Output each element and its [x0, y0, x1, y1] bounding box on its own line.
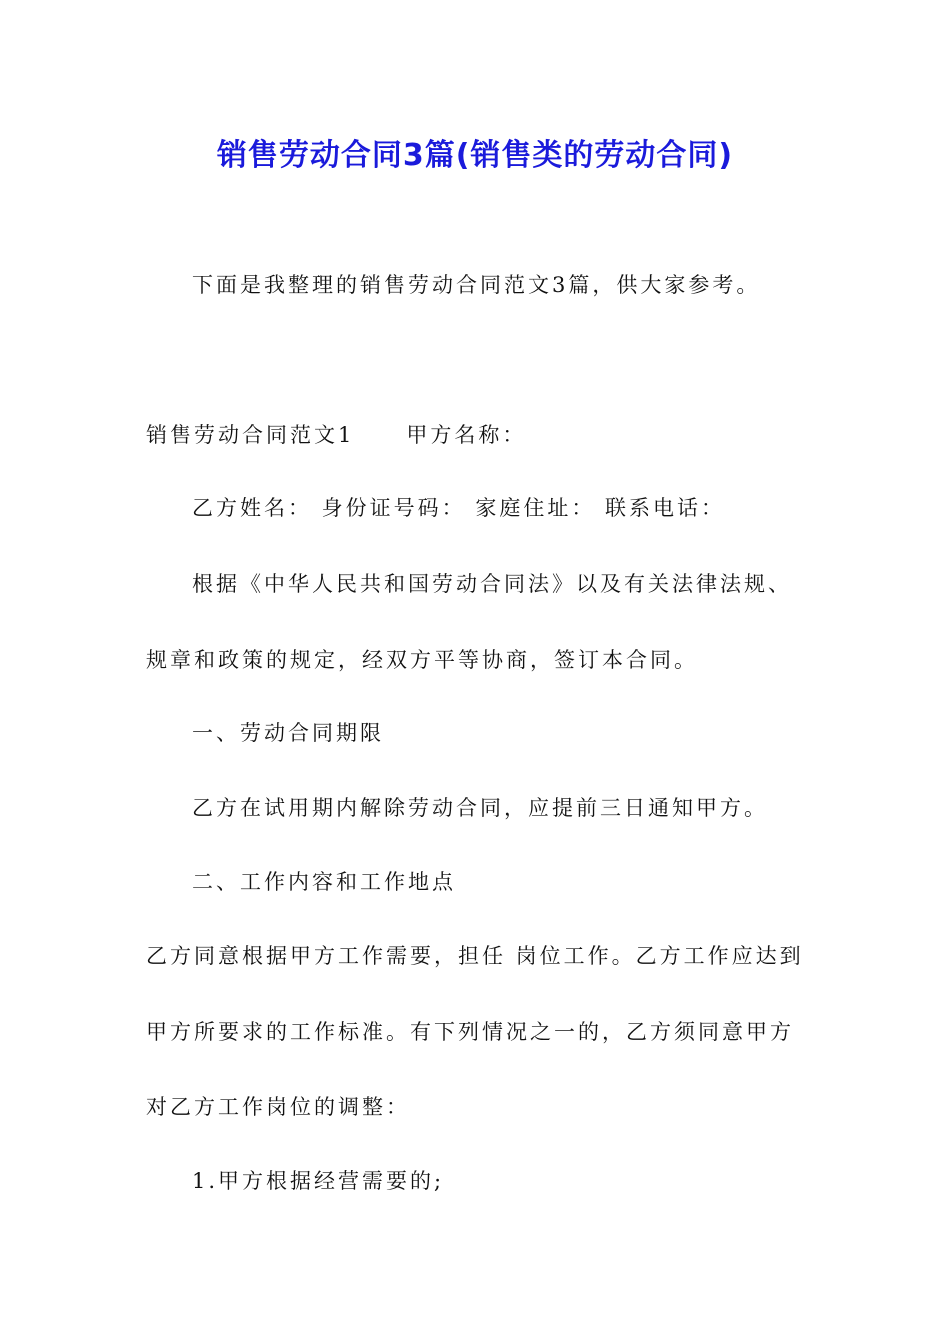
clause-1-heading: 一、劳动合同期限 [192, 721, 384, 745]
clause-2-line-2: 甲方所要求的工作标准。有下列情况之一的，乙方须同意甲方 [146, 1020, 794, 1044]
clause-2-line-3: 对乙方工作岗位的调整： [146, 1095, 410, 1119]
clause-1-text: 乙方在试用期内解除劳动合同，应提前三日通知甲方。 [192, 796, 768, 820]
section-heading: 销售劳动合同范文1 [146, 423, 355, 447]
party-b-fields: 乙方姓名： 身份证号码： 家庭住址： 联系电话： [192, 496, 726, 520]
basis-line-2: 规章和政策的规定，经双方平等协商，签订本合同。 [146, 648, 698, 672]
party-a-label: 甲方名称： [406, 423, 527, 447]
list-item-1: 1.甲方根据经营需要的; [192, 1169, 445, 1193]
document-title: 销售劳动合同3篇(销售类的劳动合同) [216, 138, 734, 173]
intro-paragraph: 下面是我整理的销售劳动合同范文3篇，供大家参考。 [192, 273, 761, 297]
section-heading-line [146, 420, 526, 450]
clause-2-heading: 二、工作内容和工作地点 [192, 870, 456, 894]
basis-line-1: 根据《中华人民共和国劳动合同法》以及有关法律法规、 [192, 572, 792, 596]
clause-2-line-1: 乙方同意根据甲方工作需要，担任 岗位工作。乙方工作应达到 [146, 944, 804, 968]
